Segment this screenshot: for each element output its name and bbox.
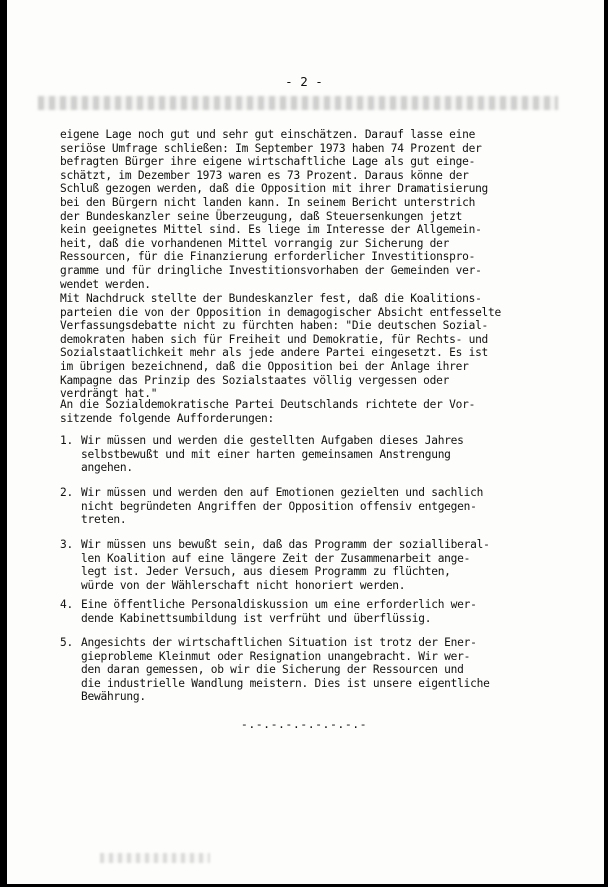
list-item-text: Wir müssen uns bewußt sein, daß das Programm der sozialliberal- len Koalition auf eine längere Zeit der Zusammenarbeit ange- legt ist. Jeder Versuch, aus diesem Programm zu flüchten, würde von der Wählerschaft nicht honoriert werden. <box>81 538 490 592</box>
list-item-number: 1. <box>60 434 73 447</box>
scan-border-right <box>604 0 608 887</box>
scan-border-left <box>0 0 7 887</box>
list-item-text: Eine öffentliche Personaldiskussion um eine erforderlich wer- dende Kabinettsumbildung ist verfrüht und überflüssig. <box>81 598 477 625</box>
list-item-number: 3. <box>60 538 73 551</box>
list-item-text: Angesichts der wirtschaftlichen Situation ist trotz der Ener- gieprobleme Kleinmut oder Resignation unangebracht. Wir wer- den daran gemessen, ob wir die Sicherung der Ressourcen und die industrielle Wandlung meistern. Dies ist unsere eigentliche Bewährung. <box>81 636 490 704</box>
list-item-number: 2. <box>60 486 73 499</box>
list-item-number: 5. <box>60 636 73 649</box>
list-item-text: Wir müssen und werden den auf Emotionen gezielten und sachlich nicht begründeten Angriffen der Opposition offensiv entgegen- treten. <box>81 486 484 527</box>
bleed-through-shadow-bottom <box>100 853 210 863</box>
page-number: - 2 - <box>285 74 323 89</box>
list-item-number: 4. <box>60 598 73 611</box>
paragraph-2: Mit Nachdruck stellte der Bundeskanzler fest, daß die Koalitions- parteien die von der Opposition in demagogischer Absicht entfesselte Verfassungsdebatte nicht zu fürchten haben: "Die deutschen Sozial- demokraten haben sich für Freiheit und Demokratie, für Rechts- und Sozialstaatlichkeit mehr als jede andere Partei eingesetzt. Es ist im übrigen bezeichnend, daß die Opposition bei der Anlage ihrer Kampagne das Prinzip des Sozialstaates völlig vergessen oder verdrängt hat." <box>60 292 502 401</box>
paragraph-1: eigene Lage noch gut und sehr gut einschätzen. Darauf lasse eine seriöse Umfrage schließen: Im September 1973 haben 74 Prozent der befragten Bürger ihre eigene wirtschaftliche Lage als gut einge- schätzt, im Dezember 1973 waren es 73 Prozent. Daraus könne der Schluß gezogen werden, daß die Opposition mit ihrer Dramatisierung bei den Bürgern nicht landen kann. In seinem Bericht unterstrich der Bundeskanzler seine Überzeugung, daß Steuersenkungen jetzt kein geeignetes Mittel sind. Es liege im Interesse der Allgemein- heit, daß die vorhandenen Mittel vorrangig zur Sicherung der Ressourcen, für die Finanzierung erforderlicher Investitionspro- gramme und für dringliche Investitionsvorhaben der Gemeinden ver- wendet werden. <box>60 128 489 291</box>
paragraph-3: An die Sozialdemokratische Partei Deutschlands richtete der Vor- sitzende folgende Aufforderungen: <box>60 398 476 425</box>
list-item-text: Wir müssen und werden die gestellten Aufgaben dieses Jahres selbstbewußt und mit einer harten gemeinsamen Anstrengung angehen. <box>81 434 464 475</box>
bleed-through-shadow <box>38 96 558 110</box>
closing-separator: -.-.-.-.-.-.-.-.- <box>240 717 368 731</box>
